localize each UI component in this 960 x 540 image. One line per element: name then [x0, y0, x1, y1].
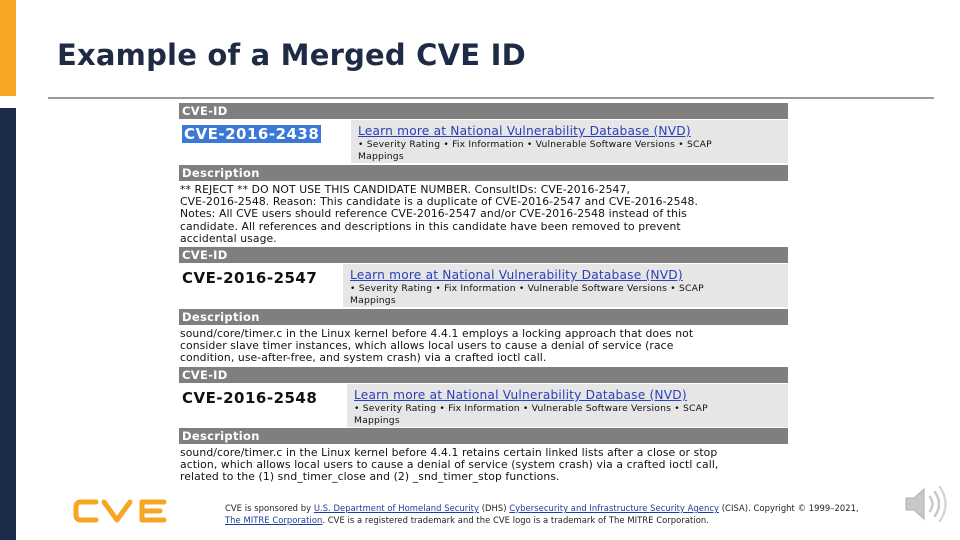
cve-id-row — [179, 264, 788, 307]
nvd-subtext: • Severity Rating • Fix Information • Vulnerable Software Versions • SCAP — [354, 403, 708, 414]
footer-line — [225, 502, 925, 514]
description-line: accidental usage. — [180, 231, 277, 245]
description-line: condition, use-after-free, and system crash) via a crafted ioctl call. — [180, 351, 547, 365]
description-header: Description — [179, 165, 788, 181]
description-line: sound/core/timer.c in the Linux kernel before 4.4.1 employs a locking approach that does not — [180, 327, 694, 340]
description-line: sound/core/timer.c in the Linux kernel before 4.4.1 retains certain linked lists after a close or stop — [180, 446, 718, 459]
footer-mid: (DHS) — [479, 503, 510, 513]
cve-id-cell — [179, 120, 351, 163]
nvd-subtext: Mappings — [358, 151, 404, 162]
nvd-link[interactable]: Learn more at National Vulnerability Database (NVD) — [354, 388, 687, 402]
description-line: CVE-2016-2548. Reason: This candidate is a duplicate of CVE-2016-2547 and CVE-2016-2548. — [180, 195, 699, 209]
cve-id-header: CVE-ID — [179, 103, 788, 119]
description-line: related to the (1) snd_timer_close and (2) _snd_timer_stop functions. — [180, 470, 560, 483]
footer-copyright: (CISA). Copyright © 1999–2021, — [719, 503, 859, 513]
footer-prefix: CVE is sponsored by — [225, 503, 314, 513]
nvd-subtext: • Severity Rating • Fix Information • Vulnerable Software Versions • SCAP — [350, 283, 704, 294]
title-divider — [48, 97, 934, 99]
nvd-cell — [350, 384, 708, 427]
description-text — [180, 447, 787, 483]
cisa-link[interactable]: Cybersecurity and Infrastructure Security Agency — [509, 503, 720, 513]
description-line: Notes: All CVE users should reference CVE-2016-2547 and/or CVE-2016-2548 instead of this — [180, 207, 687, 221]
description-header: Description — [179, 428, 788, 444]
accent-bar-navy — [0, 108, 16, 540]
cve-id-header: CVE-ID — [179, 247, 788, 263]
cve-id-cell — [179, 384, 347, 427]
description-line: ** REJECT ** DO NOT USE THIS CANDIDATE NUMBER. ConsultIDs: CVE-2016-2547, — [180, 183, 631, 196]
cve-entries-screenshot — [178, 103, 789, 483]
cve-id-value[interactable]: CVE-2016-2438 — [184, 125, 320, 143]
cve-id-value[interactable]: CVE-2016-2547 — [182, 269, 318, 287]
description-text — [180, 328, 787, 365]
description-line: consider slave timer instances, which allows local users to cause a denial of service (race — [180, 339, 674, 353]
cve-logo — [72, 497, 172, 525]
nvd-subtext: • Severity Rating • Fix Information • Vulnerable Software Versions • SCAP — [358, 139, 712, 150]
description-line: action, which allows local users to cause a denial of service (system crash) via a crafted ioctl call, — [180, 458, 719, 472]
nvd-cell — [346, 264, 704, 307]
nvd-cell — [354, 120, 712, 163]
nvd-subtext: Mappings — [350, 295, 396, 306]
cve-id-header: CVE-ID — [179, 367, 788, 383]
nvd-link[interactable]: Learn more at National Vulnerability Database (NVD) — [358, 124, 691, 138]
dhs-link[interactable]: U.S. Department of Homeland Security — [313, 503, 479, 513]
footer-sponsor-text — [225, 502, 925, 526]
description-line: candidate. All references and descriptions in this candidate have been removed to prevent — [180, 219, 681, 233]
speaker-icon[interactable] — [900, 482, 950, 526]
footer-suffix: . CVE is a registered trademark and the CVE logo is a trademark of The MITRE Corporation. — [322, 515, 709, 525]
mitre-link[interactable]: The MITRE Corporation — [225, 515, 323, 525]
slide-title: Example of a Merged CVE ID — [57, 38, 526, 72]
cve-id-row — [179, 120, 788, 163]
nvd-subtext: Mappings — [354, 415, 400, 426]
cve-id-row — [179, 384, 788, 427]
description-header: Description — [179, 309, 788, 325]
footer-line — [225, 514, 925, 526]
cve-id-value[interactable]: CVE-2016-2548 — [182, 389, 318, 407]
cve-id-cell — [179, 264, 343, 307]
accent-bar-orange — [0, 0, 16, 96]
description-text — [180, 184, 787, 245]
nvd-link[interactable]: Learn more at National Vulnerability Database (NVD) — [350, 268, 683, 282]
